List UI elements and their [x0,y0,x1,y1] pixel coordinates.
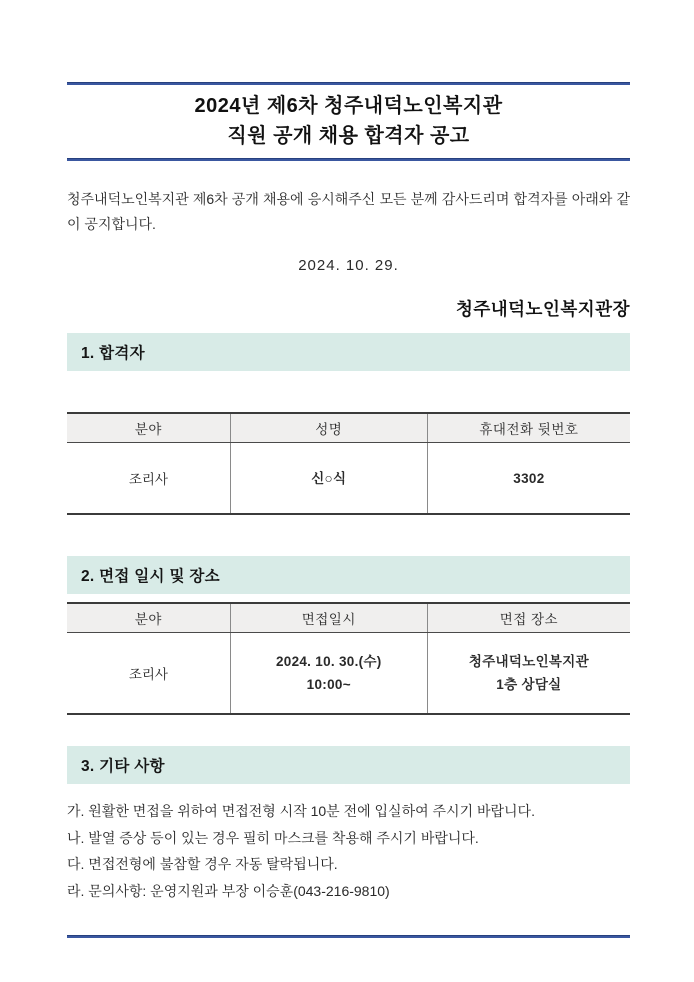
table-row [67,633,630,715]
cell-datetime [230,633,427,715]
notes-list [67,798,630,904]
section-heading-label: 1. 합격자 [81,345,145,362]
interview-place-line2: 1층 상담실 [496,677,562,692]
column-header-name: 성명 [230,413,427,443]
section-header-misc [67,746,630,784]
cell-field: 조리사 [128,667,168,682]
footer-rule [67,935,630,938]
interview-date: 2024. 10. 30.(수) [275,654,382,669]
cell-field: 조리사 [128,472,168,487]
interview-place-line1: 청주내덕노인복지관 [468,654,589,669]
signer-name: 청주내덕노인복지관장 [455,299,630,319]
section-header-interview [67,556,630,594]
document-title [67,85,630,158]
section-header-passers [67,333,630,371]
column-header-datetime: 면접일시 [230,603,427,633]
intro-paragraph: 청주내덕노인복지관 제6차 공개 채용에 응시해주신 모든 분께 감사드리며 합격자를 아래와 같이 공지합니다. [67,191,630,232]
cell-phone: 3302 [427,443,630,515]
cell-place [427,633,630,715]
table-row [67,443,630,515]
announcement-date: 2024. 10. 29. [298,257,399,274]
note-item: 라. 문의사항: 운영지원과 부장 이승훈(043-216-9810) [67,882,390,899]
section-heading-label: 2. 면접 일시 및 장소 [81,568,220,585]
column-header-field: 분야 [67,603,230,633]
column-header-field: 분야 [67,413,230,443]
section-heading-label: 3. 기타 사항 [81,758,165,775]
passers-table [67,412,630,515]
interview-table [67,602,630,715]
table-header-row [67,413,630,443]
column-header-place: 면접 장소 [427,603,630,633]
column-header-phone: 휴대전화 뒷번호 [427,413,630,443]
cell-name: 신○식 [230,443,427,515]
table-header-row [67,603,630,633]
document-title-line2: 직원 공개 채용 합격자 공고 [227,125,470,147]
note-item: 나. 발열 증상 등이 있는 경우 필히 마스크를 착용해 주시기 바랍니다. [67,829,479,846]
title-bottom-rule [67,158,630,161]
document-title-line1: 2024년 제6차 청주내덕노인복지관 [194,95,503,117]
note-item: 다. 면접전형에 불참할 경우 자동 탈락됩니다. [67,856,338,872]
note-item: 가. 원활한 면접을 위하여 면접전형 시작 10분 전에 입실하여 주시기 바랍니다. [67,803,535,819]
interview-time: 10:00~ [306,677,351,692]
